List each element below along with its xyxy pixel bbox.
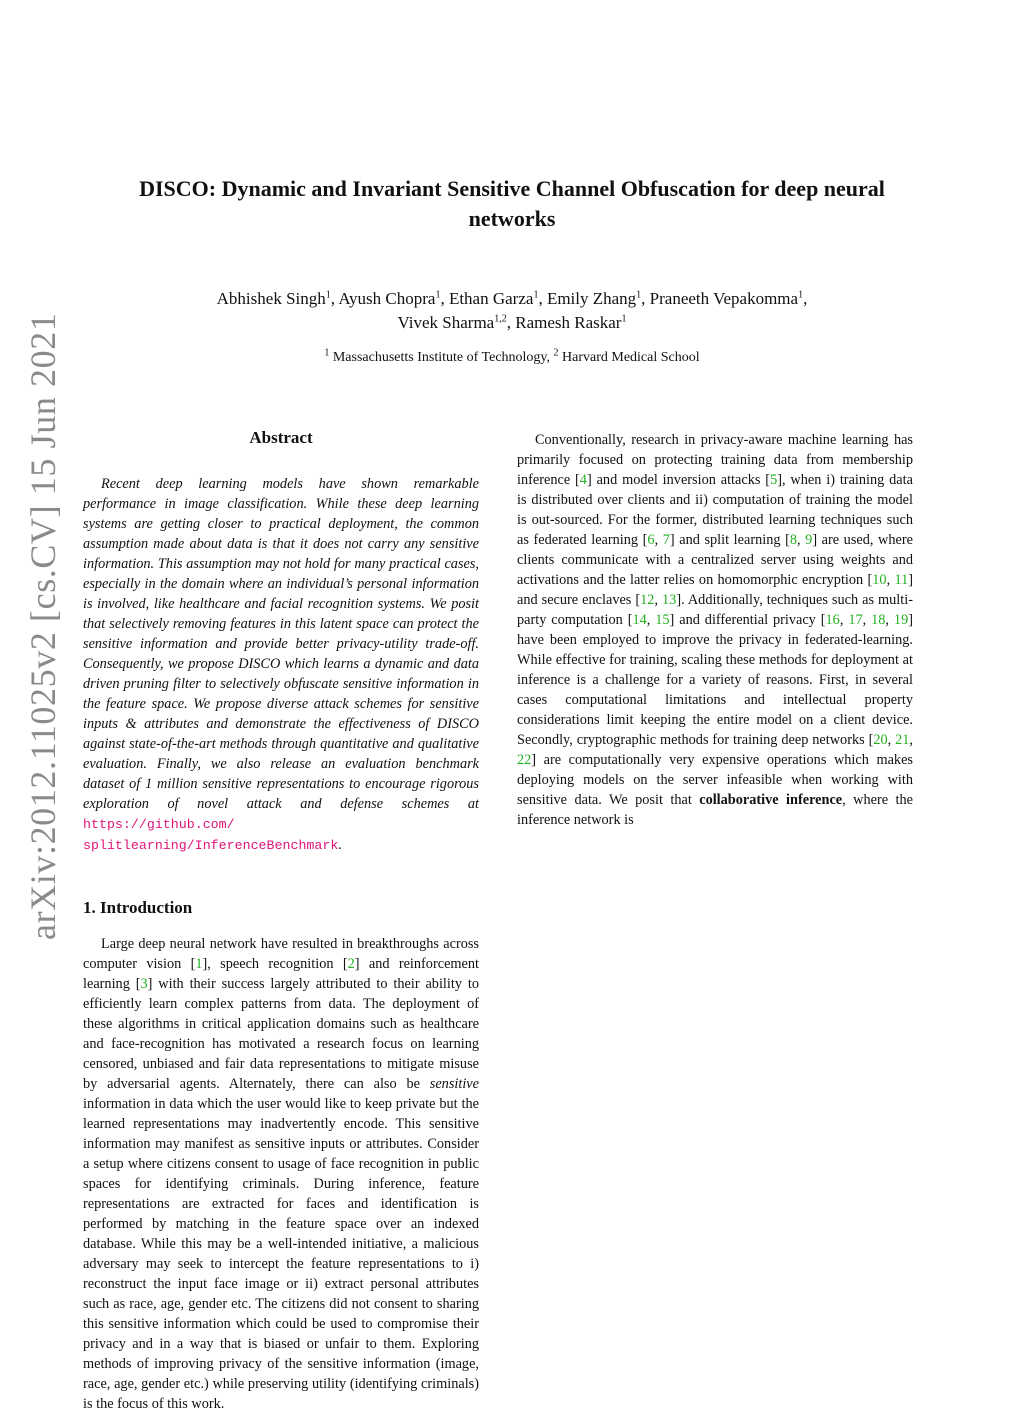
affiliation-list <box>80 348 944 368</box>
abstract-text <box>83 474 479 856</box>
benchmark-link-line-2[interactable]: splitlearning/InferenceBenchmark <box>83 838 339 853</box>
author-line-1 <box>80 287 944 311</box>
paragraph-text: , where the inference network is <box>517 792 913 828</box>
author-separator: , <box>538 289 547 308</box>
citation-link[interactable]: 8 <box>789 532 797 548</box>
author-separator: , <box>506 313 516 332</box>
arxiv-identifier: arXiv:2012.11025v2 [cs.CV] 15 Jun 2021 <box>23 312 63 940</box>
author-affiliation-mark: 1 <box>636 289 642 301</box>
citation-link[interactable]: 17 <box>848 612 863 628</box>
paragraph-text: , <box>886 572 895 588</box>
paper-title <box>80 174 944 234</box>
paragraph-text: ] with their success largely attributed to their ability to efficiently learn complex patterns from data. The deployment of these algorithms in critical application domains such as healthcare and face-recognition has motivated a research focus on learning censored, unbiased and fair data representations to mitigate misuse by adversarial agents. Alternately, there can also be <box>83 976 479 1092</box>
author-affiliation-mark: 1 <box>325 289 331 301</box>
citation-link[interactable]: 12 <box>640 592 655 608</box>
paragraph-text: , <box>909 732 913 748</box>
affiliation-name: Harvard Medical School <box>558 350 700 365</box>
citation-link[interactable]: 1 <box>195 956 203 972</box>
author-name: Vivek Sharma <box>397 313 495 332</box>
paragraph-text: , <box>887 732 896 748</box>
abstract-body-text: Recent deep learning models have shown remarkable performance in image classification. While these deep learning systems are getting closer to practical deployment, the common assumption made about data is that it does not carry any sensitive information. This assumption may not hold for many practical cases, especially in the domain where an individual’s personal information is involved, like healthcare and facial recognition systems. We posit that selectively removing features in this latent space can protect the sensitive information and provide better privacy-utility trade-off. Consequently, we propose DISCO which learns a dynamic and data driven pruning filter to selectively obfuscate sensitive information in the feature space. We propose diverse attack schemes for sensitive inputs & attributes and demonstrate the effectiveness of DISCO against state-of-the-art methods through quantitative and qualitative evaluation. Finally, we also release an evaluation benchmark dataset of 1 million sensitive representations to encourage rigorous exploration of novel attack and defense schemes at <box>83 476 479 812</box>
paragraph-text: information in data which the user would like to keep private but the learned representations may inadvertently encode. This sensitive information may manifest as sensitive inputs or attributes. Consider a setup where citizens consent to usage of face recognition in public spaces for identifying criminals. During inference, feature representations are extracted for faces and identification is performed by matching in the feature space over an indexed database. While this may be a well-intended initiative, a malicious adversary may seek to intercept the feature representations to i) reconstruct the input face image or ii) extract personal attributes such as race, age, gender etc. The citizens did not consent to sharing this sensitive information which could be used to compromise their privacy and in a way that is biased or unfair to them. Exploring methods of improving privacy of the sensitive information (image, race, age, gender etc.) while preserving utility (identifying criminals) is the focus of this work. <box>83 1096 479 1412</box>
citation-link[interactable]: 19 <box>893 612 909 628</box>
paragraph-text: ] and model inversion attacks [ <box>586 472 771 488</box>
bold-term: collaborative inference <box>699 792 843 808</box>
paragraph-text: , <box>646 612 656 628</box>
paragraph-text: Conventionally, research in privacy-aware machine learning has primarily focused on protecting training data from membership inference [ <box>517 432 913 488</box>
paragraph-text: , <box>839 612 849 628</box>
author-separator: , <box>440 289 449 308</box>
paragraph-text: ] have been employed to improve the privacy in federated-learning. While effective for training, scaling these methods for deployment at inference is a challenge for a variety of reasons. First, in several cases computational limitations and intellectual property considerations limit keeping the entire model on a client device. Secondly, cryptographic methods for training deep networks [ <box>517 612 913 748</box>
author-name: Ethan Garza <box>448 289 534 308</box>
author-name: Praneeth Vepakomma <box>649 289 799 308</box>
affiliation-name: Massachusetts Institute of Technology, <box>329 350 554 365</box>
paragraph-text: ] are computationally very expensive operations which makes deploying models on the server infeasible when working with sensitive data. We posit that <box>517 752 913 808</box>
citation-link[interactable]: 3 <box>140 976 148 992</box>
intro-paragraph-2 <box>517 430 913 830</box>
author-line-2 <box>80 311 944 335</box>
citation-link[interactable]: 22 <box>517 752 532 768</box>
citation-link[interactable]: 18 <box>871 612 886 628</box>
citation-link[interactable]: 2 <box>347 956 355 972</box>
affiliation-mark: 1 <box>324 347 330 359</box>
author-name: Ayush Chopra <box>338 289 436 308</box>
paragraph-text: ] are used, where clients communicate with a centralized server using weights and activations and the latter relies on homomorphic encryption [ <box>517 532 913 588</box>
citation-link[interactable]: 9 <box>805 532 813 548</box>
paragraph-text: ] and reinforcement learning [ <box>83 956 479 992</box>
paragraph-text: ]. Additionally, techniques such as multi-party computation [ <box>517 592 913 628</box>
citation-link[interactable]: 5 <box>770 472 778 488</box>
citation-link[interactable]: 15 <box>655 612 670 628</box>
abstract-end: . <box>338 837 342 853</box>
citation-link[interactable]: 16 <box>825 612 840 628</box>
paragraph-text: , <box>654 592 663 608</box>
benchmark-link-line-1[interactable]: https://github.com/ <box>83 817 235 832</box>
author-separator: , <box>641 289 650 308</box>
paragraph-text: , <box>654 532 663 548</box>
citation-link[interactable]: 11 <box>894 572 909 588</box>
paragraph-text: ] and differential privacy [ <box>669 612 826 628</box>
paragraph-text: , <box>885 612 894 628</box>
author-separator: , <box>803 289 808 308</box>
author-affiliation-mark: 1 <box>798 289 804 301</box>
paragraph-text: , <box>797 532 806 548</box>
citation-link[interactable]: 6 <box>647 532 655 548</box>
citation-link[interactable]: 10 <box>872 572 887 588</box>
paragraph-text: ], when i) training data is distributed over clients and ii) computation of training the model is out-sourced. For the former, distributed learning techniques such as federated learning [ <box>517 472 913 548</box>
citation-link[interactable]: 20 <box>873 732 888 748</box>
author-separator: , <box>330 289 339 308</box>
citation-link[interactable]: 13 <box>662 592 677 608</box>
affiliation-mark: 2 <box>553 347 559 359</box>
emphasized-term: sensitive <box>429 1076 479 1092</box>
benchmark-link[interactable] <box>83 817 338 853</box>
author-list <box>80 287 944 335</box>
paragraph-text: ], speech recognition [ <box>202 956 348 972</box>
citation-link[interactable]: 14 <box>632 612 647 628</box>
paragraph-text: Large deep neural network have resulted in breakthroughs across computer vision [ <box>83 936 479 972</box>
author-affiliation-mark: 1 <box>533 289 539 301</box>
author-affiliation-mark: 1 <box>621 313 627 325</box>
introduction-heading: 1. Introduction <box>83 898 193 917</box>
citation-link[interactable]: 7 <box>662 532 670 548</box>
right-column <box>517 430 913 830</box>
author-affiliation-mark: 1,2 <box>494 313 507 325</box>
citation-link[interactable]: 4 <box>579 472 587 488</box>
paper-title-line-2: networks <box>468 206 556 231</box>
abstract-heading: Abstract <box>249 428 313 447</box>
author-name: Ramesh Raskar <box>515 313 622 332</box>
paragraph-text: ] and secure enclaves [ <box>517 572 913 608</box>
paragraph-text: ] and split learning [ <box>669 532 790 548</box>
author-name: Emily Zhang <box>546 289 637 308</box>
author-name: Abhishek Singh <box>216 289 326 308</box>
paper-title-line-1: DISCO: Dynamic and Invariant Sensitive Channel Obfuscation for deep neural <box>139 176 885 201</box>
paragraph-text: , <box>862 612 872 628</box>
citation-link[interactable]: 21 <box>895 732 910 748</box>
author-affiliation-mark: 1 <box>435 289 441 301</box>
intro-paragraph-1 <box>83 934 479 1414</box>
left-column <box>83 426 479 1414</box>
